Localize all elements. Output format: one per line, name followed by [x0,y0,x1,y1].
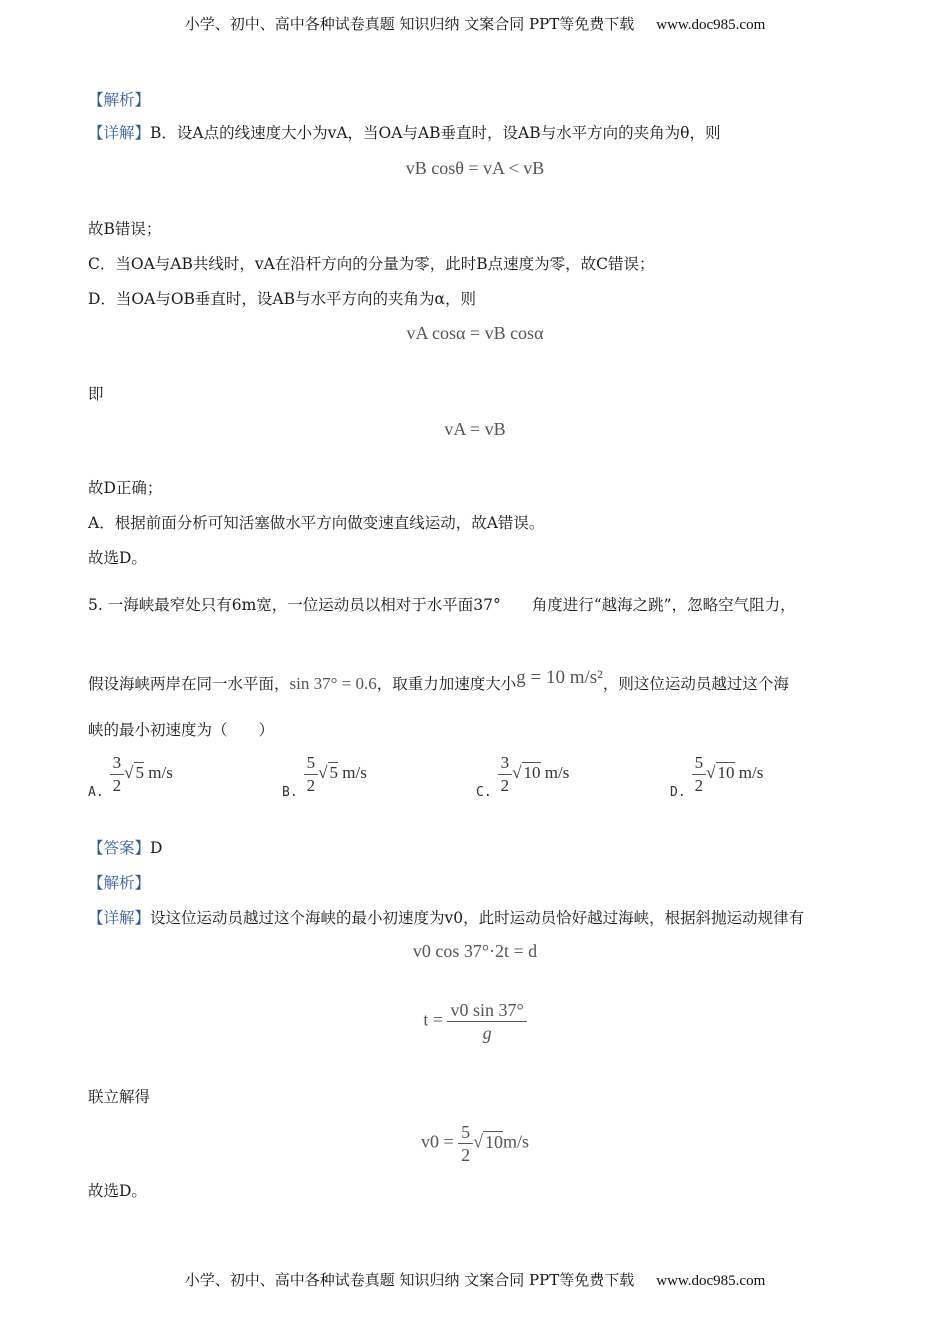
equation-v0-denominator: 2 [461,1145,471,1165]
ji-text: 即 [88,385,104,403]
q5-detail-tag: 【详解】 [88,909,151,927]
equation-v0-result: v0 = $\frac{5}{2}$ √ 10m/s [420,1122,530,1165]
option-fraction [498,752,513,797]
equation-v0-numerator: 5 [458,1121,473,1144]
q5-detail-line [88,906,804,930]
fraction-numerator: 3 [110,752,125,775]
equation-t-lhs: t = [423,1009,443,1030]
equation-va-eq-vb: vA = vB [444,419,506,439]
fraction-numerator: 5 [692,752,707,775]
c-line: C．当OA与AB共线时，vA在沿杆方向的分量为零，此时B点速度为零，故C错误； [88,255,655,273]
q5-choose: 故选D。 [88,1182,147,1200]
equation-va-cos-alpha: vA cosα = vB cosα [406,323,544,343]
q5-answer-line [88,836,162,860]
footer-url[interactable]: www.doc985.com [656,1273,766,1289]
equation-v0-unit: m/s [503,1131,530,1152]
q5-analysis-tag: 【解析】 [88,874,151,892]
unit: m/s [148,763,173,783]
option-a[interactable]: $_{A.}$ $\frac{3}{2}$ √ 5 m/s [88,753,173,801]
fraction-numerator: 3 [498,752,513,775]
radicand: 5 [135,763,144,783]
q5-stem-2 [88,666,789,696]
answer-tag: 【答案】 [88,839,151,857]
fraction-denominator: 2 [112,776,122,795]
q5-stem-1: 5. 一海峡最窄处只有6m宽，一位运动员以相对于水平面37° 角度进行“越海之跳”，忽略空气阻力， [88,596,796,614]
fraction-denominator: 2 [500,776,510,795]
option-fraction [692,752,707,797]
q5-stem-3: 峡的最小初速度为（ ） [88,721,275,739]
header-url[interactable]: www.doc985.com [656,17,766,33]
page-footer [0,1269,950,1290]
option-fraction [110,752,125,797]
d-line: D．当OA与OB垂直时，设AB与水平方向的夹角为α，则 [88,290,476,308]
unit: m/s [544,763,570,783]
q4-choose: 故选D。 [88,549,147,567]
q5-stem-2-pre: 假设海峡两岸在同一水平面， [88,675,290,693]
q5-stem-2-post: ，则这位运动员越过这个海 [602,675,789,693]
radicand: 10 [717,763,735,783]
equation-t-numerator: v0 sin 37° [447,999,526,1022]
option-label: D. [670,785,686,801]
footer-text: 小学、初中、高中各种试卷真题 知识归纳 文案合同 PPT等免费下载 [184,1271,635,1289]
b-wrong: 故B错误； [88,220,162,238]
equation-v0-cos: v0 cos 37°·2t = d [412,941,538,961]
option-fraction [304,752,319,797]
option-label: A. [88,785,104,801]
fraction-denominator: 2 [306,776,316,795]
option-label: B. [282,785,298,801]
q5-stem-2-mid: ，取重力加速度大小 [376,675,517,693]
detail-b-text: B．设A点的线速度大小为vA，当OA与AB垂直时，设AB与水平方向的夹角为θ，则 [150,124,721,142]
sin-equation: sin 37° = 0.6 [289,674,377,693]
equation-v0-lhs: v0 = [420,1131,454,1152]
unit: m/s [342,763,367,783]
option-label: C. [476,785,492,801]
equation-vb-cos-theta: vB cosθ = vA < vB [405,158,545,178]
option-d[interactable]: $_{D.}$ $\frac{5}{2}$ √ 10 m/s [670,753,764,801]
q5-detail-text: 设这位运动员越过这个海峡的最小初速度为v0，此时运动员恰好越过海峡，根据斜抛运动规律有 [150,909,805,927]
page-header [0,13,950,34]
equation-v0-radicand: 10 [485,1131,504,1152]
lianli-text: 联立解得 [88,1088,151,1106]
detail-line-b [88,121,720,145]
option-c[interactable]: $_{C.}$ $\frac{3}{2}$ √ 10 m/s [476,753,570,801]
radicand: 5 [329,763,338,783]
answer-value: D [150,839,163,857]
a-line: A．根据前面分析可知活塞做水平方向做变速直线运动，故A错误。 [88,514,545,532]
detail-tag: 【详解】 [88,124,151,142]
unit: m/s [738,763,764,783]
fraction-numerator: 5 [304,752,319,775]
fraction-denominator: 2 [694,776,704,795]
equation-t-denominator: g [482,1023,492,1043]
analysis-tag: 【解析】 [88,91,151,109]
header-text: 小学、初中、高中各种试卷真题 知识归纳 文案合同 PPT等免费下载 [184,15,635,33]
option-b[interactable]: $_{B.}$ $\frac{5}{2}$ √ 5 m/s [282,753,367,801]
equation-t [0,999,950,1044]
g-equation: g = 10 m/s² [516,667,603,688]
radicand: 10 [523,763,541,783]
d-right: 故D正确； [88,479,163,497]
